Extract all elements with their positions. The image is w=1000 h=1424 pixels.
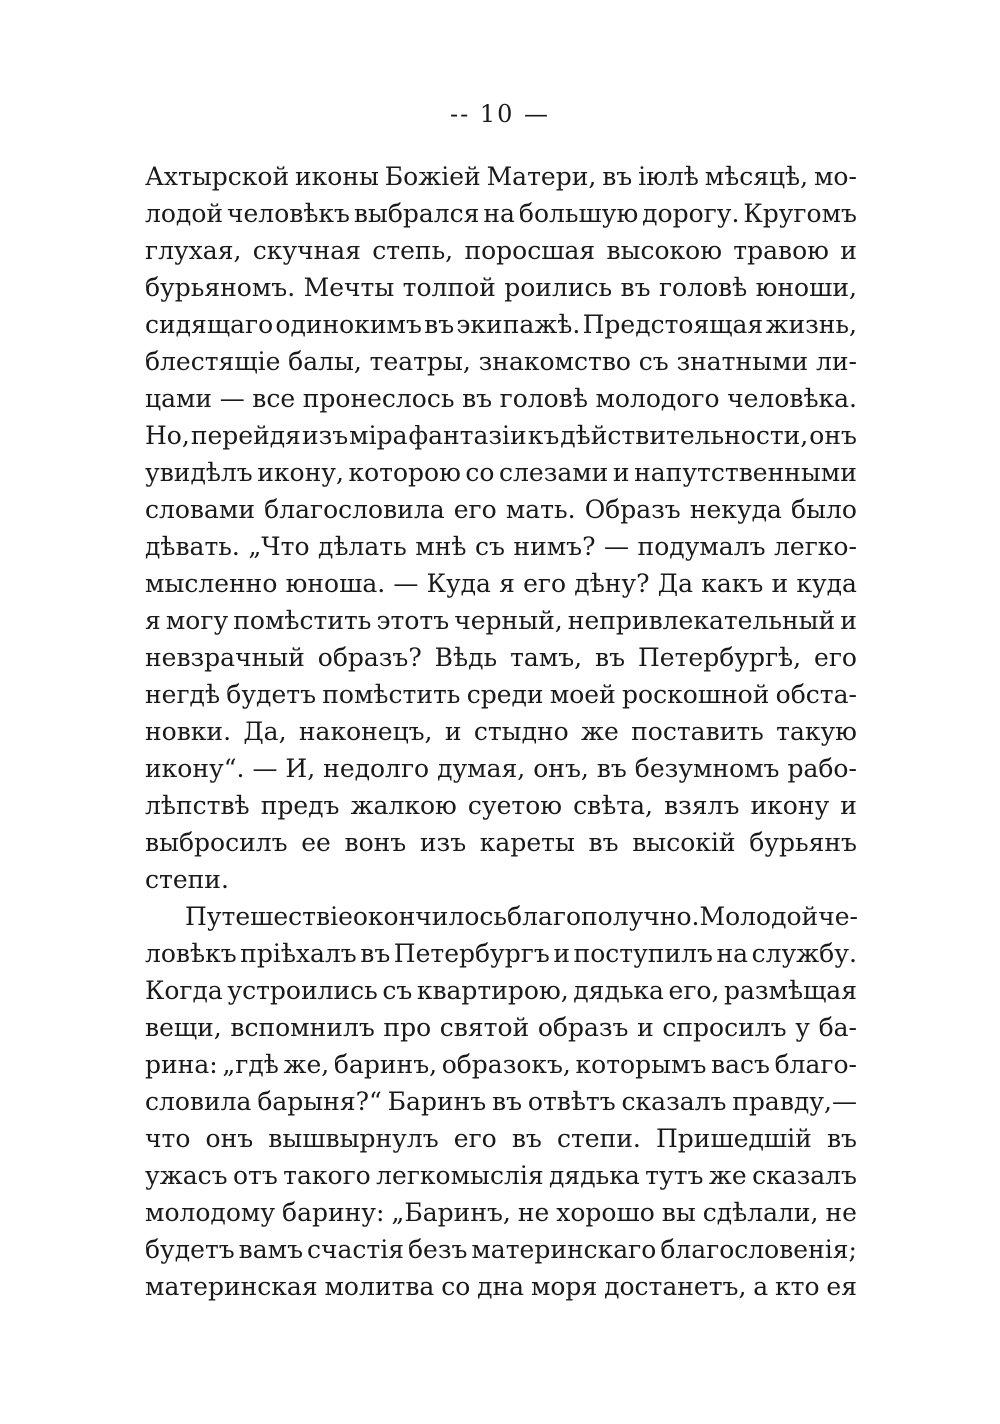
text-line bbox=[145, 676, 857, 713]
word: легко- bbox=[774, 532, 857, 561]
word: лѣпствѣ bbox=[145, 791, 250, 820]
word: васъ bbox=[711, 1050, 770, 1079]
word: Да bbox=[657, 569, 693, 598]
word: изъ bbox=[419, 828, 467, 857]
word: предъ bbox=[260, 791, 340, 820]
word: на bbox=[716, 939, 749, 968]
word: стыдно bbox=[473, 717, 569, 746]
text-line bbox=[145, 454, 857, 491]
word: устроились bbox=[227, 976, 378, 1005]
text-line bbox=[145, 417, 857, 454]
text-line bbox=[145, 824, 857, 861]
word: поросшая bbox=[464, 236, 596, 265]
word: бурьяномъ. bbox=[145, 273, 296, 302]
word: головѣ bbox=[499, 384, 588, 413]
word: молитва bbox=[324, 1272, 435, 1301]
word: цами bbox=[145, 384, 213, 413]
word: ба- bbox=[818, 1013, 857, 1042]
word: ее bbox=[301, 828, 331, 857]
word: помѣстить bbox=[322, 680, 461, 709]
word: дна bbox=[477, 1272, 525, 1301]
text-line bbox=[145, 713, 857, 750]
word: толпой bbox=[402, 273, 496, 302]
page-number: -- 10 — bbox=[449, 100, 550, 128]
word: экипажѣ. bbox=[456, 310, 581, 339]
word: „Баринъ, bbox=[391, 1198, 511, 1227]
word: хорошо bbox=[556, 1198, 655, 1227]
word: свѣта, bbox=[573, 791, 653, 820]
word: Куда bbox=[426, 569, 491, 598]
word: благословила bbox=[264, 495, 445, 524]
word: негдѣ bbox=[145, 680, 221, 709]
word: вонъ bbox=[344, 828, 407, 857]
word: Когда bbox=[145, 976, 223, 1005]
word: Петербургѣ, bbox=[637, 643, 802, 672]
word: съ bbox=[474, 532, 505, 561]
word: же bbox=[708, 1161, 747, 1190]
word: благо- bbox=[774, 1050, 857, 1079]
word: новки. bbox=[145, 717, 232, 746]
word: его, bbox=[668, 976, 720, 1005]
word: со bbox=[441, 1272, 471, 1301]
word: въ bbox=[511, 1124, 542, 1153]
text-line bbox=[145, 1009, 857, 1046]
word: человѣка. bbox=[727, 384, 857, 413]
text-line bbox=[145, 491, 857, 528]
word: и bbox=[840, 606, 857, 635]
word: образъ bbox=[537, 1013, 629, 1042]
text-line bbox=[145, 380, 857, 417]
text-line bbox=[145, 972, 857, 1009]
text-line bbox=[145, 306, 857, 343]
word: жизнь, bbox=[765, 310, 857, 339]
word: И, bbox=[285, 754, 316, 783]
word: выбросилъ bbox=[145, 828, 288, 857]
word: дорогу. bbox=[642, 199, 740, 228]
word: въ bbox=[462, 384, 493, 413]
text-line bbox=[145, 528, 857, 565]
word: ужасъ bbox=[145, 1161, 228, 1190]
word: Молодой bbox=[699, 902, 819, 931]
word: головѣ bbox=[658, 273, 748, 302]
word: онъ bbox=[205, 1124, 254, 1153]
text-line bbox=[145, 861, 857, 898]
word: Петербургъ bbox=[393, 939, 550, 968]
text-line bbox=[145, 1194, 857, 1231]
word: святой bbox=[439, 1013, 530, 1042]
word: роились bbox=[504, 273, 613, 302]
word: юноша. bbox=[285, 569, 386, 598]
word: счастія bbox=[306, 1235, 405, 1264]
word: съ bbox=[638, 347, 669, 376]
word: кто bbox=[775, 1272, 820, 1301]
word: и bbox=[444, 717, 462, 746]
word: тамъ, bbox=[510, 643, 583, 672]
word: мѣсяцѣ, bbox=[704, 162, 809, 191]
word: все bbox=[252, 384, 296, 413]
word: степи. bbox=[145, 865, 229, 894]
text-line bbox=[145, 898, 857, 935]
word: къ bbox=[527, 421, 560, 450]
word: я bbox=[145, 606, 161, 635]
word: большую bbox=[518, 199, 639, 228]
word: словами bbox=[145, 495, 256, 524]
word: выбрался bbox=[353, 199, 480, 228]
word: дѣвать. bbox=[145, 532, 240, 561]
text-line bbox=[145, 1268, 857, 1305]
word: въ bbox=[595, 643, 626, 672]
word: которымъ bbox=[575, 1050, 707, 1079]
word: какъ bbox=[701, 569, 764, 598]
word: и bbox=[840, 791, 857, 820]
word: онъ bbox=[809, 421, 857, 450]
word: безумномъ bbox=[634, 754, 780, 783]
word: молодому bbox=[145, 1198, 276, 1227]
text-line bbox=[145, 232, 857, 269]
text-line bbox=[145, 602, 857, 639]
word: высокою bbox=[606, 236, 722, 265]
word: Да, bbox=[243, 717, 287, 746]
word: балы, bbox=[288, 347, 362, 376]
word: отъ bbox=[232, 1161, 278, 1190]
word: сказалъ bbox=[621, 1087, 727, 1116]
text-line bbox=[145, 269, 857, 306]
word: баринъ, bbox=[333, 1050, 438, 1079]
word: вышвырнулъ bbox=[268, 1124, 439, 1153]
word: въ bbox=[360, 939, 391, 968]
word: спросилъ bbox=[662, 1013, 787, 1042]
word: про bbox=[383, 1013, 432, 1042]
word: со bbox=[465, 458, 495, 487]
word: же, bbox=[283, 1050, 330, 1079]
word: юноши, bbox=[755, 273, 857, 302]
word: Пришедшій bbox=[656, 1124, 812, 1153]
word: его bbox=[523, 569, 567, 598]
text-line bbox=[145, 565, 857, 602]
word: глухая, bbox=[145, 236, 242, 265]
word: благополучно. bbox=[507, 902, 700, 931]
word: не bbox=[825, 1198, 857, 1227]
text-line bbox=[145, 1120, 857, 1157]
word: перейдя bbox=[190, 421, 301, 450]
word: правду,— bbox=[732, 1087, 857, 1116]
word: наконецъ, bbox=[298, 717, 433, 746]
word: могу bbox=[165, 606, 229, 635]
word: среди bbox=[466, 680, 544, 709]
word: театры, bbox=[369, 347, 471, 376]
word: — bbox=[393, 569, 419, 598]
word: моей bbox=[549, 680, 616, 709]
word: и bbox=[840, 236, 857, 265]
word: мнѣ bbox=[415, 532, 467, 561]
word: икону“. bbox=[145, 754, 245, 783]
word: невзрачный bbox=[145, 643, 305, 672]
word: икону, bbox=[257, 458, 344, 487]
word: материнская bbox=[145, 1272, 318, 1301]
word: сказалъ bbox=[752, 1161, 857, 1190]
word: „Что bbox=[248, 532, 310, 561]
word: бурьянъ bbox=[749, 828, 857, 857]
word: фантазіи bbox=[408, 421, 527, 450]
word: пріѣхалъ bbox=[240, 939, 357, 968]
word: куда bbox=[796, 569, 857, 598]
word: суетою bbox=[467, 791, 563, 820]
word: непривлекательный bbox=[567, 606, 836, 635]
word: сидящаго bbox=[145, 310, 274, 339]
word: жалкою bbox=[350, 791, 457, 820]
word: службу. bbox=[751, 939, 857, 968]
word: которою bbox=[348, 458, 461, 487]
word: поступилъ bbox=[573, 939, 713, 968]
word: словила bbox=[145, 1087, 252, 1116]
word: „гдѣ bbox=[222, 1050, 279, 1079]
text-line bbox=[145, 1157, 857, 1194]
word: Образъ bbox=[584, 495, 681, 524]
word: вы bbox=[661, 1198, 696, 1227]
word: степь, bbox=[372, 236, 454, 265]
word: роскошной bbox=[622, 680, 770, 709]
word: въ bbox=[602, 162, 633, 191]
word: сдѣлали, bbox=[702, 1198, 819, 1227]
word: что bbox=[145, 1124, 191, 1153]
word: я bbox=[499, 569, 515, 598]
word: помѣстить bbox=[233, 606, 372, 635]
word: одинокимъ bbox=[275, 310, 422, 339]
word: будетъ bbox=[226, 680, 316, 709]
word: знакомство bbox=[478, 347, 631, 376]
text-line bbox=[145, 343, 857, 380]
text-line bbox=[145, 639, 857, 676]
word: въ bbox=[620, 273, 651, 302]
word: лодой bbox=[145, 199, 224, 228]
paragraph-1 bbox=[145, 158, 857, 898]
word: Божіей bbox=[384, 162, 481, 191]
word: безъ bbox=[407, 1235, 468, 1264]
word: рабо- bbox=[787, 754, 857, 783]
word: отвѣтъ bbox=[527, 1087, 616, 1116]
word: образокъ, bbox=[441, 1050, 571, 1079]
word: его bbox=[814, 643, 857, 672]
word: думая, bbox=[437, 754, 526, 783]
word: некуда bbox=[689, 495, 782, 524]
word: вамъ bbox=[238, 1235, 303, 1264]
word: этотъ bbox=[376, 606, 450, 635]
word: въ bbox=[424, 310, 455, 339]
word: съ bbox=[382, 976, 413, 1005]
word: въ bbox=[826, 1124, 857, 1153]
word: его bbox=[453, 1124, 497, 1153]
paragraph-2 bbox=[145, 898, 857, 1305]
word: такого bbox=[283, 1161, 371, 1190]
word: скучная bbox=[252, 236, 361, 265]
word: вспомнилъ bbox=[230, 1013, 375, 1042]
word: не bbox=[517, 1198, 550, 1227]
word: онъ, bbox=[533, 754, 589, 783]
word: въ bbox=[596, 754, 627, 783]
word: тутъ bbox=[645, 1161, 704, 1190]
word: дядька bbox=[573, 976, 664, 1005]
text-line bbox=[145, 935, 857, 972]
word: пронеслось bbox=[302, 384, 455, 413]
word: барыня?“ bbox=[257, 1087, 382, 1116]
word: поставить bbox=[631, 717, 764, 746]
word: іюлѣ bbox=[638, 162, 699, 191]
word: высокій bbox=[632, 828, 736, 857]
word: — bbox=[219, 384, 245, 413]
word: и bbox=[771, 569, 789, 598]
word: Вѣдь bbox=[434, 643, 498, 672]
word: квартирою, bbox=[416, 976, 569, 1005]
word: Предстоящая bbox=[582, 310, 764, 339]
word: въ bbox=[492, 1087, 523, 1116]
word: увидѣлъ bbox=[145, 458, 253, 487]
word: кареты bbox=[479, 828, 575, 857]
text-line bbox=[145, 1046, 857, 1083]
word: — bbox=[604, 532, 630, 561]
word: благословенія; bbox=[660, 1235, 857, 1264]
word: Мечты bbox=[303, 273, 395, 302]
word: Баринъ bbox=[387, 1087, 487, 1116]
word: Путешествіе bbox=[185, 902, 353, 931]
word: будетъ bbox=[145, 1235, 235, 1264]
text-line bbox=[145, 1083, 857, 1120]
text-line bbox=[145, 158, 857, 195]
word: а bbox=[753, 1272, 769, 1301]
word: человѣкъ bbox=[226, 199, 350, 228]
word: иконы bbox=[295, 162, 379, 191]
word: мать. bbox=[505, 495, 576, 524]
word: нимъ? bbox=[513, 532, 596, 561]
word: травою bbox=[733, 236, 829, 265]
word: въ bbox=[588, 828, 619, 857]
word: икону bbox=[750, 791, 830, 820]
word: блестящіе bbox=[145, 347, 281, 376]
word: — bbox=[252, 754, 278, 783]
word: же bbox=[581, 717, 619, 746]
text-line bbox=[145, 195, 857, 232]
word: недолго bbox=[323, 754, 430, 783]
word: барину: bbox=[282, 1198, 385, 1227]
word: че- bbox=[818, 902, 858, 931]
word: ли- bbox=[815, 347, 857, 376]
word: рина: bbox=[145, 1050, 218, 1079]
word: мысленно bbox=[145, 569, 278, 598]
word: дѣну? bbox=[574, 569, 650, 598]
word: знатными bbox=[676, 347, 809, 376]
word: легкомыслія bbox=[376, 1161, 544, 1190]
word: подумалъ bbox=[637, 532, 766, 561]
word: такую bbox=[776, 717, 857, 746]
word: его bbox=[453, 495, 497, 524]
text-line bbox=[145, 1231, 857, 1268]
text-line bbox=[145, 787, 857, 824]
word: молодого bbox=[595, 384, 720, 413]
word: Но, bbox=[145, 421, 190, 450]
word: Ахтырской bbox=[145, 162, 290, 191]
word: черный, bbox=[454, 606, 563, 635]
word: міра bbox=[349, 421, 408, 450]
word: и bbox=[553, 939, 570, 968]
word: у bbox=[795, 1013, 810, 1042]
word: и bbox=[612, 458, 630, 487]
word: материнскаго bbox=[471, 1235, 657, 1264]
text-line bbox=[145, 750, 857, 787]
word: окончилось bbox=[352, 902, 508, 931]
word: вещи, bbox=[145, 1013, 222, 1042]
word: Матери, bbox=[486, 162, 597, 191]
word: ея bbox=[826, 1272, 857, 1301]
word: ловѣкъ bbox=[145, 939, 237, 968]
word: на bbox=[483, 199, 515, 228]
word: изъ bbox=[301, 421, 349, 450]
word: моря bbox=[530, 1272, 598, 1301]
word: дѣлать bbox=[318, 532, 407, 561]
word: дѣйствительности, bbox=[560, 421, 809, 450]
word: достанетъ, bbox=[604, 1272, 747, 1301]
word: дядька bbox=[549, 1161, 640, 1190]
word: и bbox=[637, 1013, 654, 1042]
word: степи. bbox=[556, 1124, 641, 1153]
word: напутственными bbox=[634, 458, 857, 487]
word: размѣщая bbox=[724, 976, 857, 1005]
word: взялъ bbox=[664, 791, 740, 820]
word: было bbox=[791, 495, 857, 524]
word: обста- bbox=[775, 680, 857, 709]
word: слезами bbox=[499, 458, 609, 487]
word: Кругомъ bbox=[743, 199, 857, 228]
word: мо- bbox=[813, 162, 857, 191]
word: образъ? bbox=[317, 643, 422, 672]
